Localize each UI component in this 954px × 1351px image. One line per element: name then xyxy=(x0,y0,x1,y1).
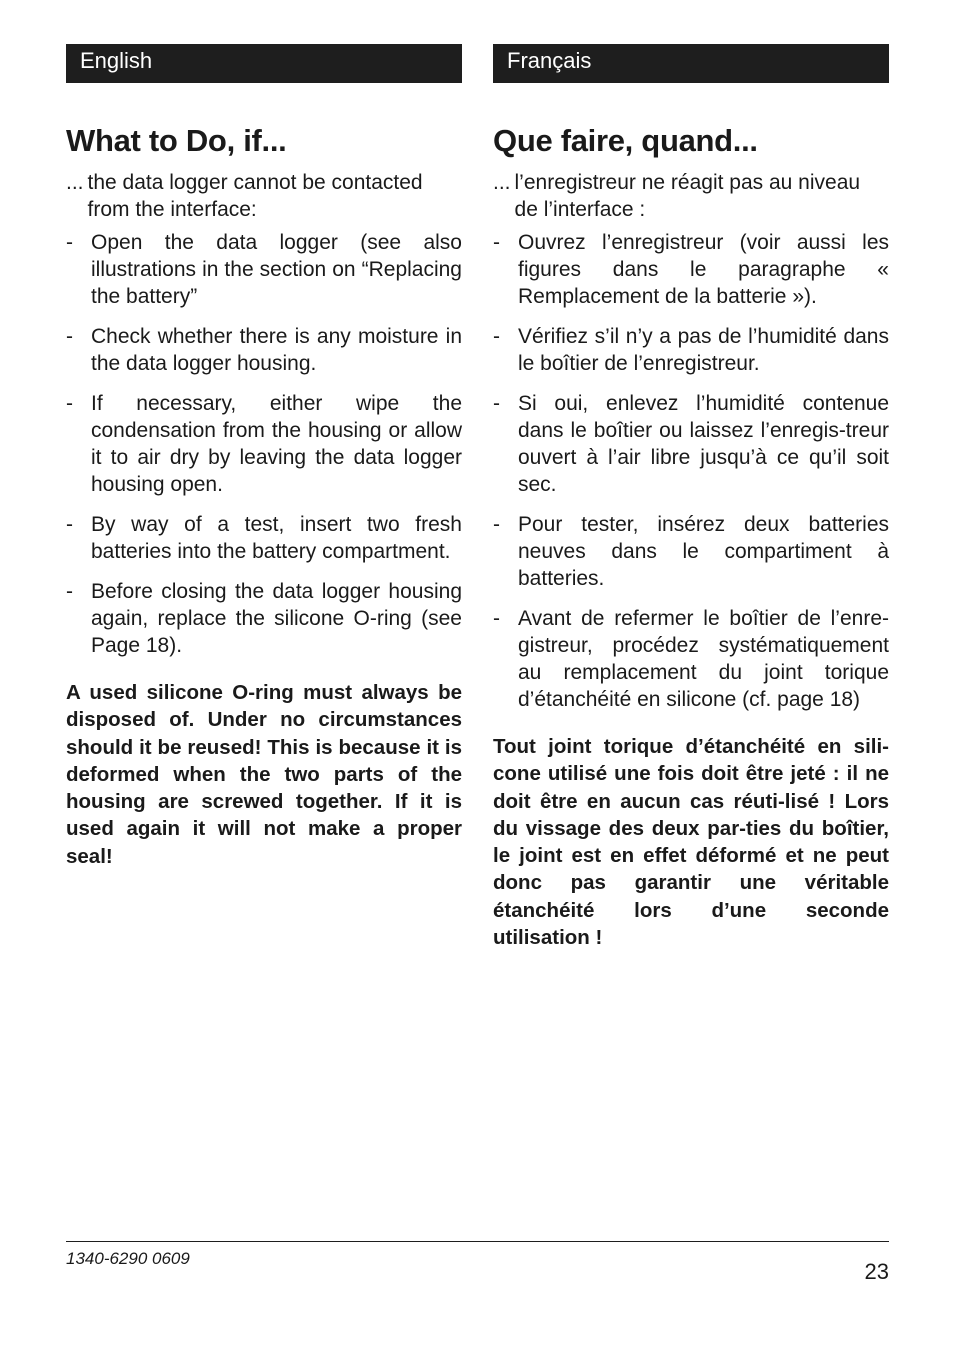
list-item: - Si oui, enlevez l’humidité contenue dans le boîtier ou laissez l’enregis-treur ouvert à l’air libre jusqu’à ce qu’il soit sec. xyxy=(493,392,889,496)
intro-english xyxy=(66,169,462,223)
dash-marker: - xyxy=(66,325,73,348)
list-item: - Ouvrez l’enregistreur (voir aussi les figures dans le paragraphe « Remplacement de la batterie »). xyxy=(493,231,889,308)
dash-marker: - xyxy=(493,392,500,415)
list-item: - Pour tester, insérez deux batteries neuves dans le compartiment à batteries. xyxy=(493,513,889,590)
list-item: - Before closing the data logger housing again, replace the silicone O-ring (see Page 18). xyxy=(66,580,462,657)
dash-marker: - xyxy=(66,392,73,415)
list-item: - By way of a test, insert two fresh batteries into the battery compartment. xyxy=(66,513,462,563)
intro-text: l’enregistreur ne réagit pas au niveau de l’interface : xyxy=(514,171,861,221)
warning-french: Tout joint torique d’étanchéité en sili-cone utilisé une fois doit être jeté : il ne doit être en aucun cas réuti-lisé ! Lors du vissage des deux par-ties du boîtier, le joint est en effet déformé et ne peut donc pas garantir une véritable étanchéité lors d’une seconde utilisation ! xyxy=(493,735,889,950)
intro-ellipsis: ... xyxy=(493,171,511,194)
list-item: - If necessary, either wipe the condensation from the housing or allow it to air dry by leaving the data logger housing open. xyxy=(66,392,462,496)
dash-marker: - xyxy=(493,231,500,254)
language-label-english: English xyxy=(66,44,462,83)
english-column xyxy=(66,44,462,891)
steps-list-french xyxy=(493,229,889,713)
dash-marker: - xyxy=(66,513,73,536)
language-label-french: Français xyxy=(493,44,889,83)
dash-marker: - xyxy=(66,231,73,254)
intro-french xyxy=(493,169,889,223)
list-item: - Vérifiez s’il n’y a pas de l’humidité dans le boîtier de l’enregistreur. xyxy=(493,325,889,375)
document-code: 1340-6290 0609 xyxy=(66,1249,190,1268)
list-item: - Check whether there is any moisture in the data logger housing. xyxy=(66,325,462,375)
page-number: 23 xyxy=(864,1259,889,1284)
dash-marker: - xyxy=(493,607,500,630)
section-heading-english: What to Do, if... xyxy=(66,123,287,158)
dash-marker: - xyxy=(493,513,500,536)
french-column xyxy=(493,44,889,972)
list-item: - Avant de refermer le boîtier de l’enre-gistreur, procédez systématiquement au remplacement du joint torique d’étanchéité en silicone (cf. page 18) xyxy=(493,607,889,711)
dash-marker: - xyxy=(66,580,73,603)
intro-text: the data logger cannot be contacted from the interface: xyxy=(87,171,423,221)
dash-marker: - xyxy=(493,325,500,348)
list-item: - Open the data logger (see also illustrations in the section on “Replacing the battery” xyxy=(66,231,462,308)
section-heading-french: Que faire, quand... xyxy=(493,123,758,158)
warning-english: A used silicone O-ring must always be disposed of. Under no circumstances should it be reused! This is because it is deformed when the two parts of the housing are screwed together. If it is used again it will not make a proper seal! xyxy=(66,681,462,868)
steps-list-english xyxy=(66,229,462,659)
footer-divider xyxy=(66,1241,889,1242)
intro-ellipsis: ... xyxy=(66,171,84,194)
